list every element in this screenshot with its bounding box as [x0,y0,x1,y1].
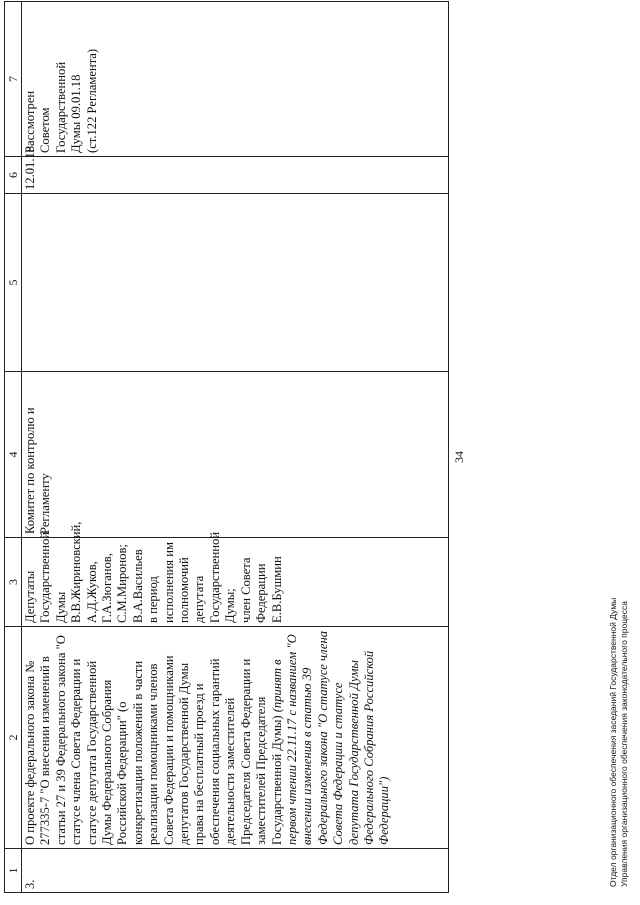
initiator-line: В.В.Жириновский, [69,521,84,623]
initiator-line: полномочий [177,557,192,623]
initiator-line: Думы [53,591,68,623]
initiator-line: Государственной [38,531,53,623]
initiator-line: в период [146,576,161,623]
page-number: 34 [452,451,466,463]
status-line: Думы 09.01.18 [69,74,84,153]
status-cell [22,2,449,157]
column-header-5: 5 [5,194,22,372]
table-row [22,2,449,893]
initiator-line: Депутаты [23,570,37,623]
table-header-row [5,2,22,893]
row-number: 3. [22,849,449,893]
bill-description: О проекте федерального закона № 277335-7 "О внесении изменений в статьи 27 и 39 Федерального закона "О статусе члена Совета Федерации и статусе депутата Государственной Думы Федерального Собрания Российской Федерации" (о конкретизации положений в части реализации помощниками членов Совета Федерации и помощниками депутатов Государственной Думы права на бесплатный проезд и обеспечения социальных гарантий деятельности заместителей Председателя Совета Федерации и заместителей Председателя Государственной Думы) [23,635,284,845]
bill-reading-note: (принят в первом чтении 22.11.17 с названием "О внесении изменения в статью 39 Федерального закона "О статусе члена Совета Федерации и статусе депутата Государственной Думы Федерального Собрания Российской Федерации") [269,631,392,845]
footer-line-2: Управления организационного обеспечения законодательного процесса [619,601,629,887]
date-cell: 12.01.18 [22,157,449,194]
column-header-4: 4 [5,372,22,538]
footer [608,598,630,887]
initiator-line: А.Д.Жуков, [84,561,99,623]
initiator-line: Федерации [254,563,269,623]
column-header-6: 6 [5,157,22,194]
column-header-2: 2 [5,627,22,849]
initiator-line: исполнения им [161,542,176,623]
column-header-7: 7 [5,2,22,157]
column-header-3: 3 [5,538,22,627]
status-line: Советом [38,107,53,153]
status-line: Рассмотрен [23,90,37,153]
initiator-line: Г.А.Зюганов, [100,553,115,623]
column-header-1: 1 [5,849,22,893]
initiator-line: депутата [192,575,207,623]
initiator-line: В.А.Васильев [130,549,145,623]
bill-description-cell [22,627,449,849]
empty-cell [22,194,449,372]
agenda-table [4,1,449,893]
initiator-line: член Совета [238,557,253,623]
status-line: Государственной [53,61,68,153]
initiator-line: Е.В.Бушмин [269,556,284,623]
initiator-line: С.М.Миронов; [115,544,130,623]
footer-line-1: Отдел организационного обеспечения заседаний Государственной Думы [608,597,618,887]
initiator-line: Государственной [207,531,222,623]
status-line: (ст.122 Регламента) [84,48,99,153]
responsible-committee-cell: Комитет по контролю и Регламенту [22,372,449,538]
initiators-cell [22,521,449,627]
initiator-line: Думы; [223,588,238,623]
